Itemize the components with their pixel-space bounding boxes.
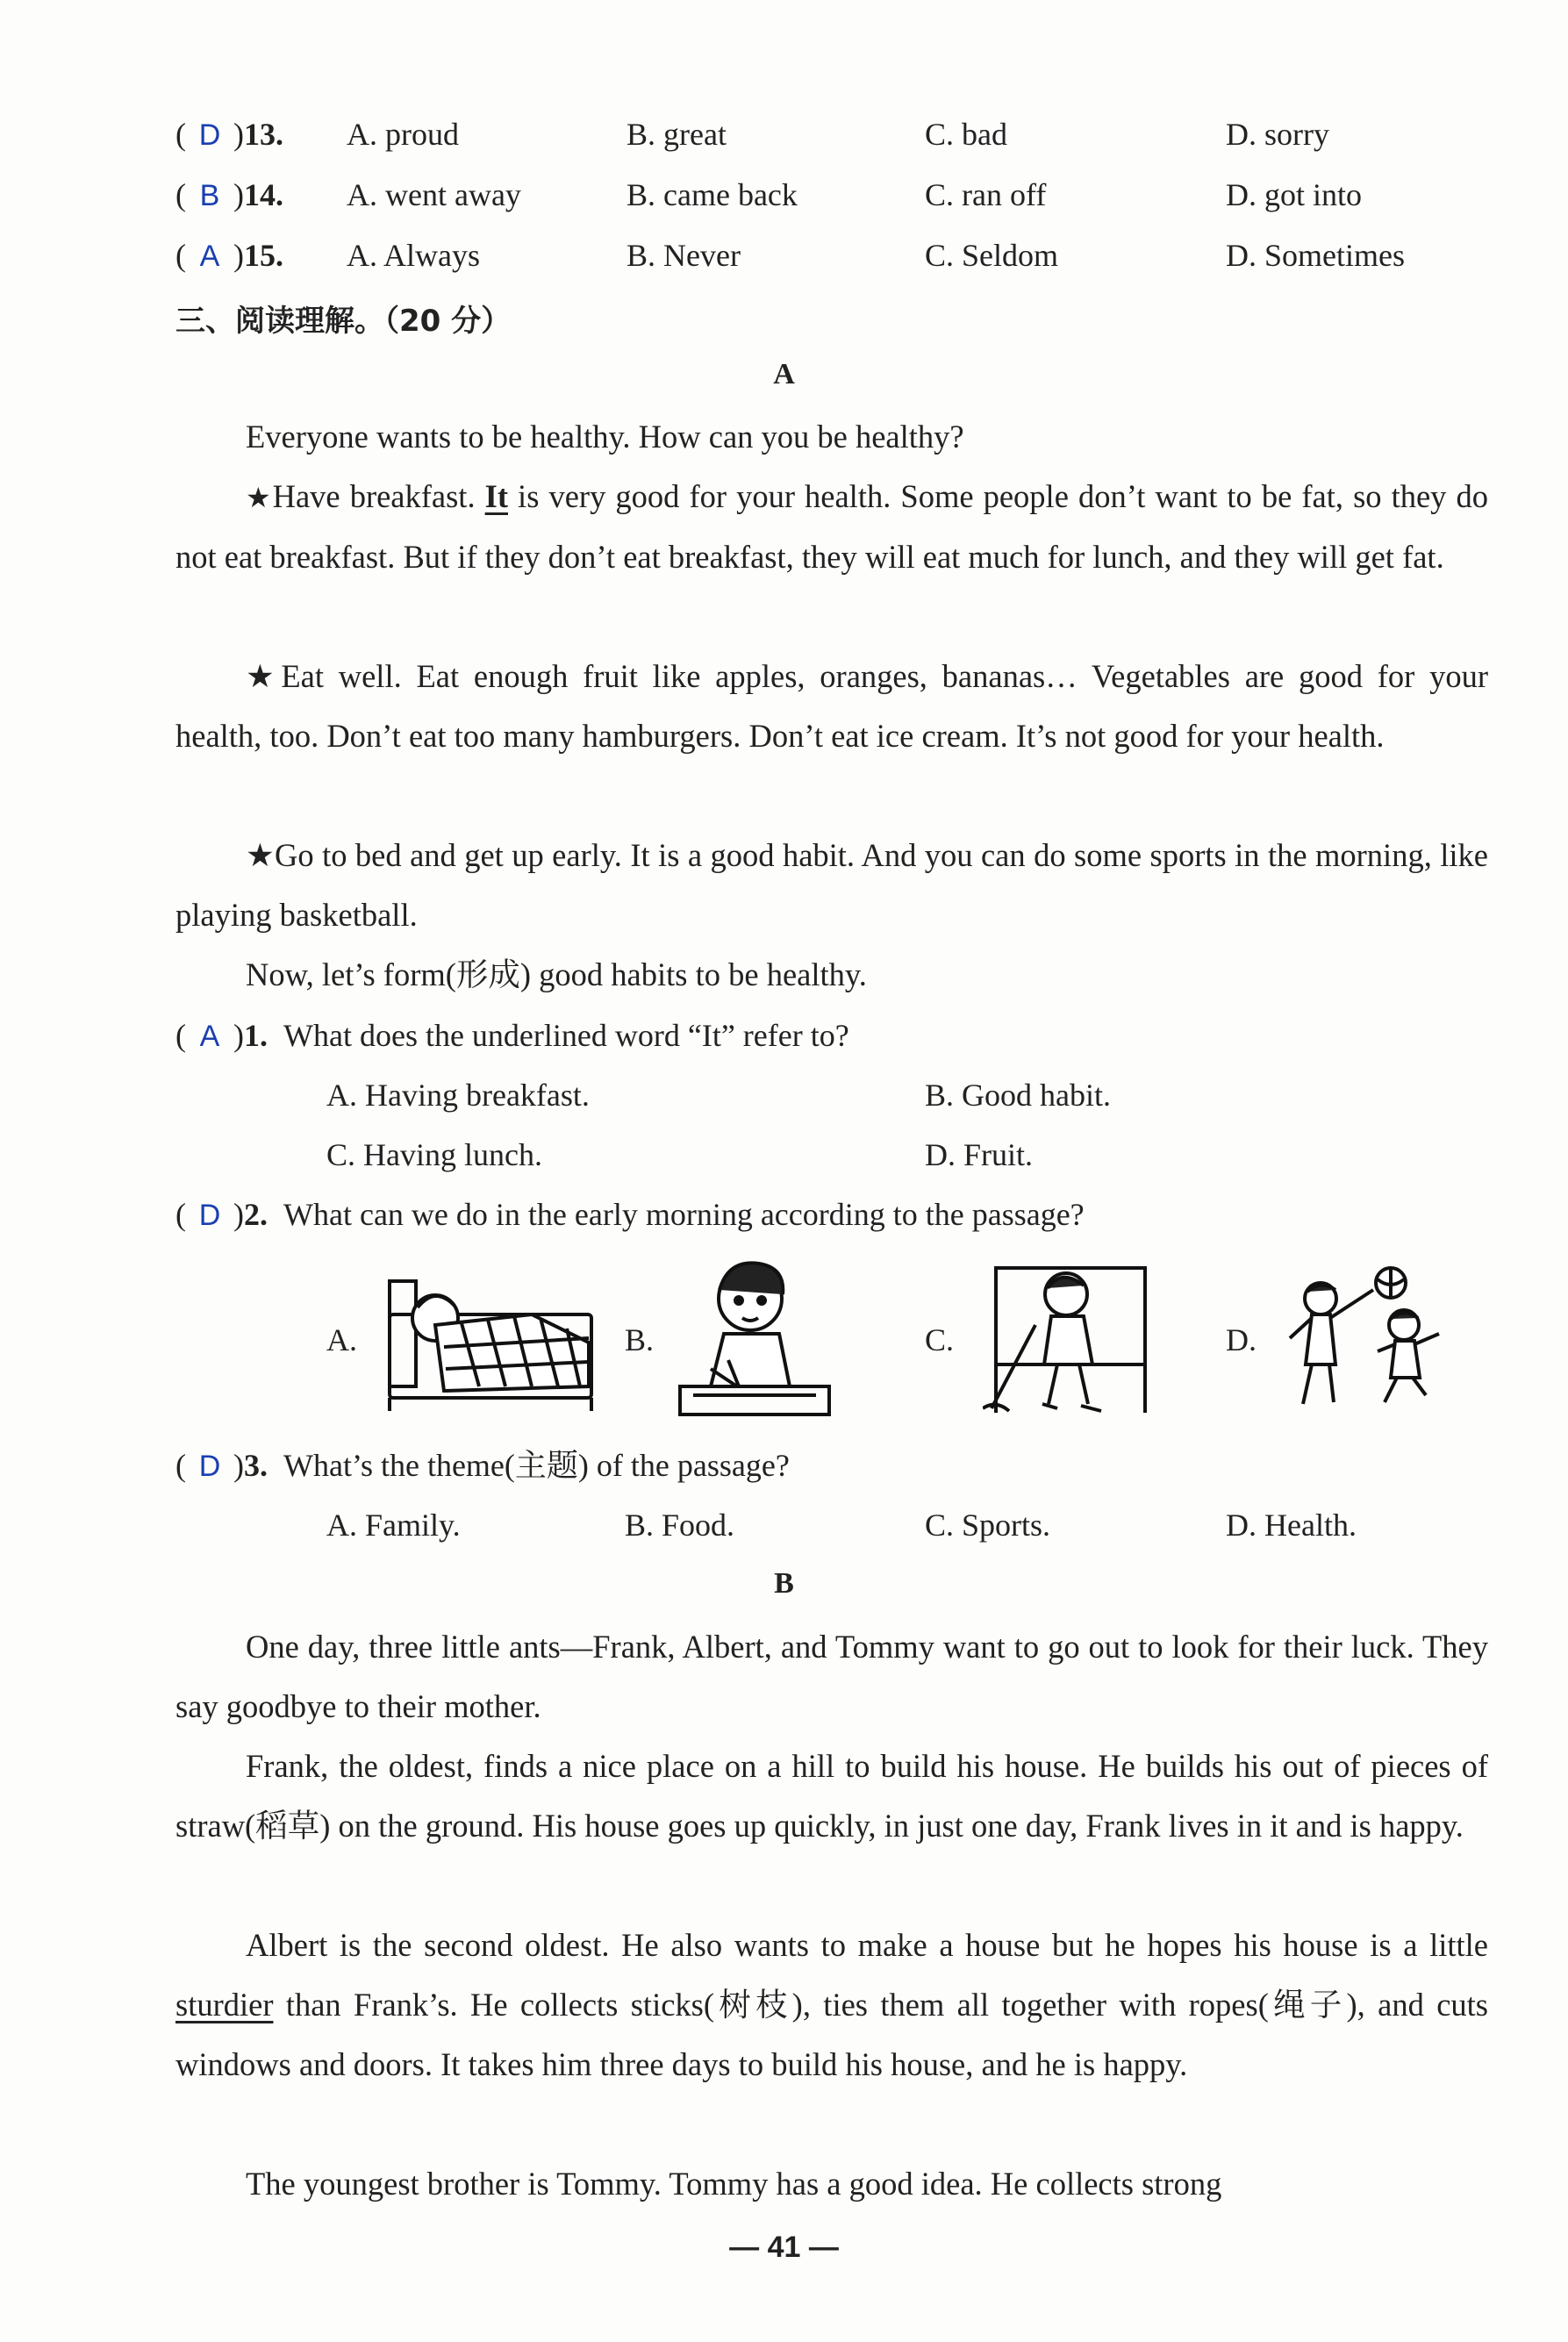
passage-a-paragraph-1: ★Have breakfast. It is very good for your health. Some people don’t want to be fat, so they do not eat breakfast. But if they don’t eat breakfast, they will eat much for lunch, and they will get fat. (175, 478, 1488, 575)
option-d: D. got into (1226, 177, 1363, 212)
question-number: 15. (244, 238, 283, 273)
option-d: D. (1226, 1322, 1257, 1357)
passage-b-paragraph-1: One day, three little ants—Frank, Albert, and Tommy want to go out to look for their luck. They say goodbye to their mother. (175, 1629, 1488, 1724)
passage-b-paragraph-4: The youngest brother is Tommy. Tommy has a good idea. He collects strong (246, 2166, 1222, 2202)
option-a: A. went away (347, 177, 521, 212)
boy-writing-picture (676, 1255, 834, 1422)
option-b: B. came back (626, 177, 798, 212)
passage-b-letter: B (774, 1567, 794, 1600)
option-a: A. (326, 1322, 357, 1357)
underlined-word-it: It (484, 478, 508, 514)
option-b: B. Never (626, 238, 741, 273)
answer-14: B (199, 179, 220, 212)
page-number: — 41 — (729, 2231, 839, 2264)
question-text: What does the underlined word “It” refer to? (283, 1018, 849, 1053)
answer-q1: A (199, 1020, 220, 1053)
passage-a-letter: A (773, 358, 795, 390)
option-c: C. Seldom (925, 238, 1059, 273)
section-heading: 三、阅读理解。（20 分） (175, 304, 512, 339)
option-d: D. Fruit. (925, 1137, 1034, 1172)
kids-playing-basketball-picture (1281, 1264, 1448, 1422)
option-d: D. Health. (1226, 1508, 1357, 1543)
option-c: C. (925, 1322, 955, 1357)
passage-b-paragraph-2: Frank, the oldest, finds a nice place on a hill to build his house. He builds his out of pieces of straw(稻草) on the ground. His house goes up quickly, in just one day, Frank lives in it and is happy. (175, 1748, 1488, 1844)
question-text: What can we do in the early morning according to the passage? (283, 1197, 1085, 1232)
vocab-row-13: ( D )13. (175, 115, 299, 154)
question-number: 13. (244, 117, 283, 152)
question-number: 1. (244, 1018, 268, 1053)
option-a: A. Always (347, 238, 480, 273)
passage-a-paragraph-3: ★Go to bed and get up early. It is a good habit. And you can do some sports in the morning, like playing basketball. (175, 837, 1488, 933)
option-c: C. bad (925, 117, 1007, 152)
option-c: C. Sports. (925, 1508, 1051, 1543)
passage-a-paragraph-4: Now, let’s form(形成) good habits to be healthy. (246, 956, 867, 992)
answer-q2: D (198, 1199, 221, 1232)
option-b: B. (625, 1322, 655, 1357)
option-a: A. proud (347, 117, 459, 152)
option-c: C. ran off (925, 177, 1047, 212)
sleeping-in-bed-picture (383, 1264, 602, 1413)
answer-15: A (199, 240, 220, 273)
vocab-row-14: ( B )14. (175, 175, 299, 215)
option-d: D. Sometimes (1226, 238, 1405, 273)
option-d: D. sorry (1226, 117, 1329, 152)
question-2: ( D )2. What can we do in the early morning according to the passage? (175, 1195, 1085, 1235)
option-c: C. Having lunch. (326, 1137, 542, 1172)
question-number: 3. (244, 1448, 268, 1483)
boy-sweeping-picture (983, 1255, 1158, 1422)
underlined-word-sturdier: sturdier (175, 1987, 274, 2023)
option-b: B. Good habit. (925, 1078, 1111, 1113)
vocab-row-15: ( A )15. (175, 236, 299, 276)
answer-13: D (198, 118, 221, 152)
passage-b-paragraph-3: Albert is the second oldest. He also wants to make a house but he hopes his house is a little sturdier than Frank’s. He collects sticks(树枝), ties them all together with ropes(绳子), and cuts windows and doors. It takes him three days to build his house, and he is happy. (175, 1927, 1488, 2082)
option-a: A. Family. (326, 1508, 461, 1543)
option-b: B. great (626, 117, 727, 152)
passage-a-paragraph-2: ★Eat well. Eat enough fruit like apples, oranges, bananas… Vegetables are good for your health, too. Don’t eat too many hamburgers. Don’t eat ice cream. It’s not good for your health. (175, 658, 1488, 754)
question-number: 2. (244, 1197, 268, 1232)
answer-q3: D (198, 1450, 221, 1483)
question-number: 14. (244, 177, 283, 212)
option-b: B. Food. (625, 1508, 735, 1543)
question-1: ( A )1. What does the underlined word “It” refer to? (175, 1016, 849, 1056)
passage-a-intro: Everyone wants to be healthy. How can you be healthy? (246, 419, 964, 455)
option-a: A. Having breakfast. (326, 1078, 590, 1113)
question-3: ( D )3. What’s the theme(主题) of the passage? (175, 1446, 790, 1486)
question-text: What’s the theme(主题) of the passage? (283, 1448, 790, 1483)
